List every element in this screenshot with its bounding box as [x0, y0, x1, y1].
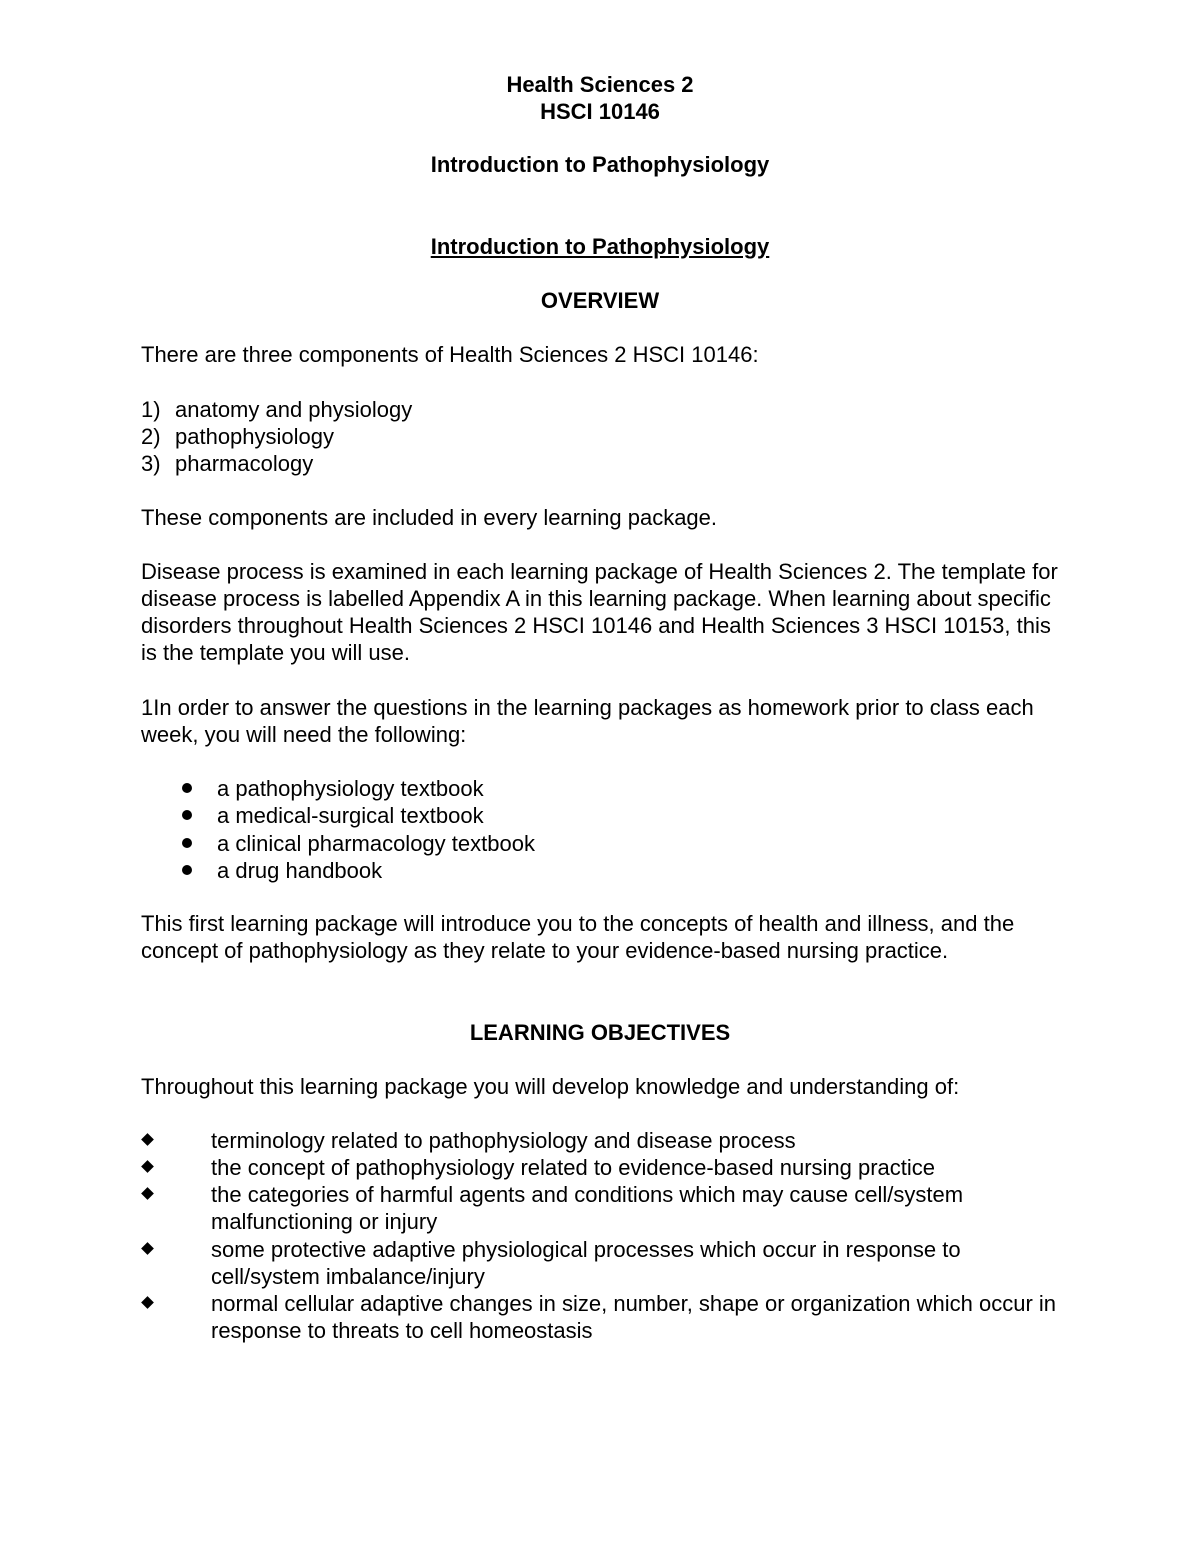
needs-item-text: a pathophysiology textbook: [217, 776, 484, 801]
needs-item-text: a medical-surgical textbook: [217, 803, 484, 828]
objective-item: [141, 1236, 1071, 1290]
objective-item: [141, 1127, 1071, 1154]
needs-item: [182, 857, 382, 884]
component-number: 1): [141, 397, 161, 422]
components-note: These components are included in every learning package.: [141, 505, 718, 530]
section-title: [0, 234, 1200, 260]
component-number: 3): [141, 451, 161, 476]
overview-heading: OVERVIEW: [540, 288, 660, 313]
diamond-bullet-icon: [141, 1242, 154, 1255]
component-item: [141, 423, 334, 450]
objective-item: [141, 1290, 1071, 1344]
objective-text: the categories of harmful agents and conditions which may cause cell/system malfunctioning or injury: [211, 1182, 964, 1234]
diamond-bullet-icon: [141, 1133, 154, 1146]
section-title-text: Introduction to Pathophysiology: [430, 234, 770, 259]
disease-process-paragraph: Disease process is examined in each learning package of Health Sciences 2. The template for disease process is labelled Appendix A in this learning package. When learning about specific disorders throughout Health Sciences 2 HSCI 10146 and Health Sciences 3 HSCI 10153, this is the template you will use.: [141, 559, 1058, 665]
objective-text: the concept of pathophysiology related to evidence-based nursing practice: [211, 1155, 936, 1180]
needs-item: [182, 830, 535, 857]
component-item: [141, 396, 412, 423]
objective-item: [141, 1154, 1071, 1181]
component-text: pathophysiology: [175, 424, 335, 449]
needs-item-text: a clinical pharmacology textbook: [217, 831, 535, 856]
bullet-dot-icon: [182, 783, 192, 793]
diamond-bullet-icon: [141, 1296, 154, 1309]
bullet-dot-icon: [182, 810, 192, 820]
needs-item: [182, 775, 484, 802]
bullet-dot-icon: [182, 838, 192, 848]
diamond-bullet-icon: [141, 1187, 154, 1200]
diamond-bullet-icon: [141, 1160, 154, 1173]
component-item: [141, 450, 313, 477]
objectives-heading: LEARNING OBJECTIVES: [469, 1020, 731, 1045]
objective-text: normal cellular adaptive changes in size, number, shape or organization which occur in response to threats to cell homeostasis: [211, 1291, 1057, 1343]
component-text: pharmacology: [175, 451, 314, 476]
course-code: HSCI 10146: [540, 99, 660, 124]
component-number: 2): [141, 424, 161, 449]
overview-intro: There are three components of Health Sciences 2 HSCI 10146:: [141, 342, 759, 367]
objective-text: terminology related to pathophysiology and disease process: [211, 1128, 796, 1153]
objective-text: some protective adaptive physiological processes which occur in response to cell/system imbalance/injury: [211, 1237, 961, 1289]
needs-item: [182, 802, 484, 829]
document-subtitle: Introduction to Pathophysiology: [430, 152, 770, 177]
course-name: Health Sciences 2: [506, 72, 694, 97]
component-text: anatomy and physiology: [175, 397, 413, 422]
bullet-dot-icon: [182, 865, 192, 875]
objective-item: [141, 1181, 1071, 1235]
needs-intro-paragraph: 1In order to answer the questions in the learning packages as homework prior to class each week, you will need the following:: [141, 695, 1034, 747]
objectives-intro: Throughout this learning package you will develop knowledge and understanding of:: [141, 1074, 960, 1099]
closing-paragraph: This first learning package will introduce you to the concepts of health and illness, and the concept of pathophysiology as they relate to your evidence-based nursing practice.: [141, 911, 1015, 963]
needs-item-text: a drug handbook: [217, 858, 383, 883]
